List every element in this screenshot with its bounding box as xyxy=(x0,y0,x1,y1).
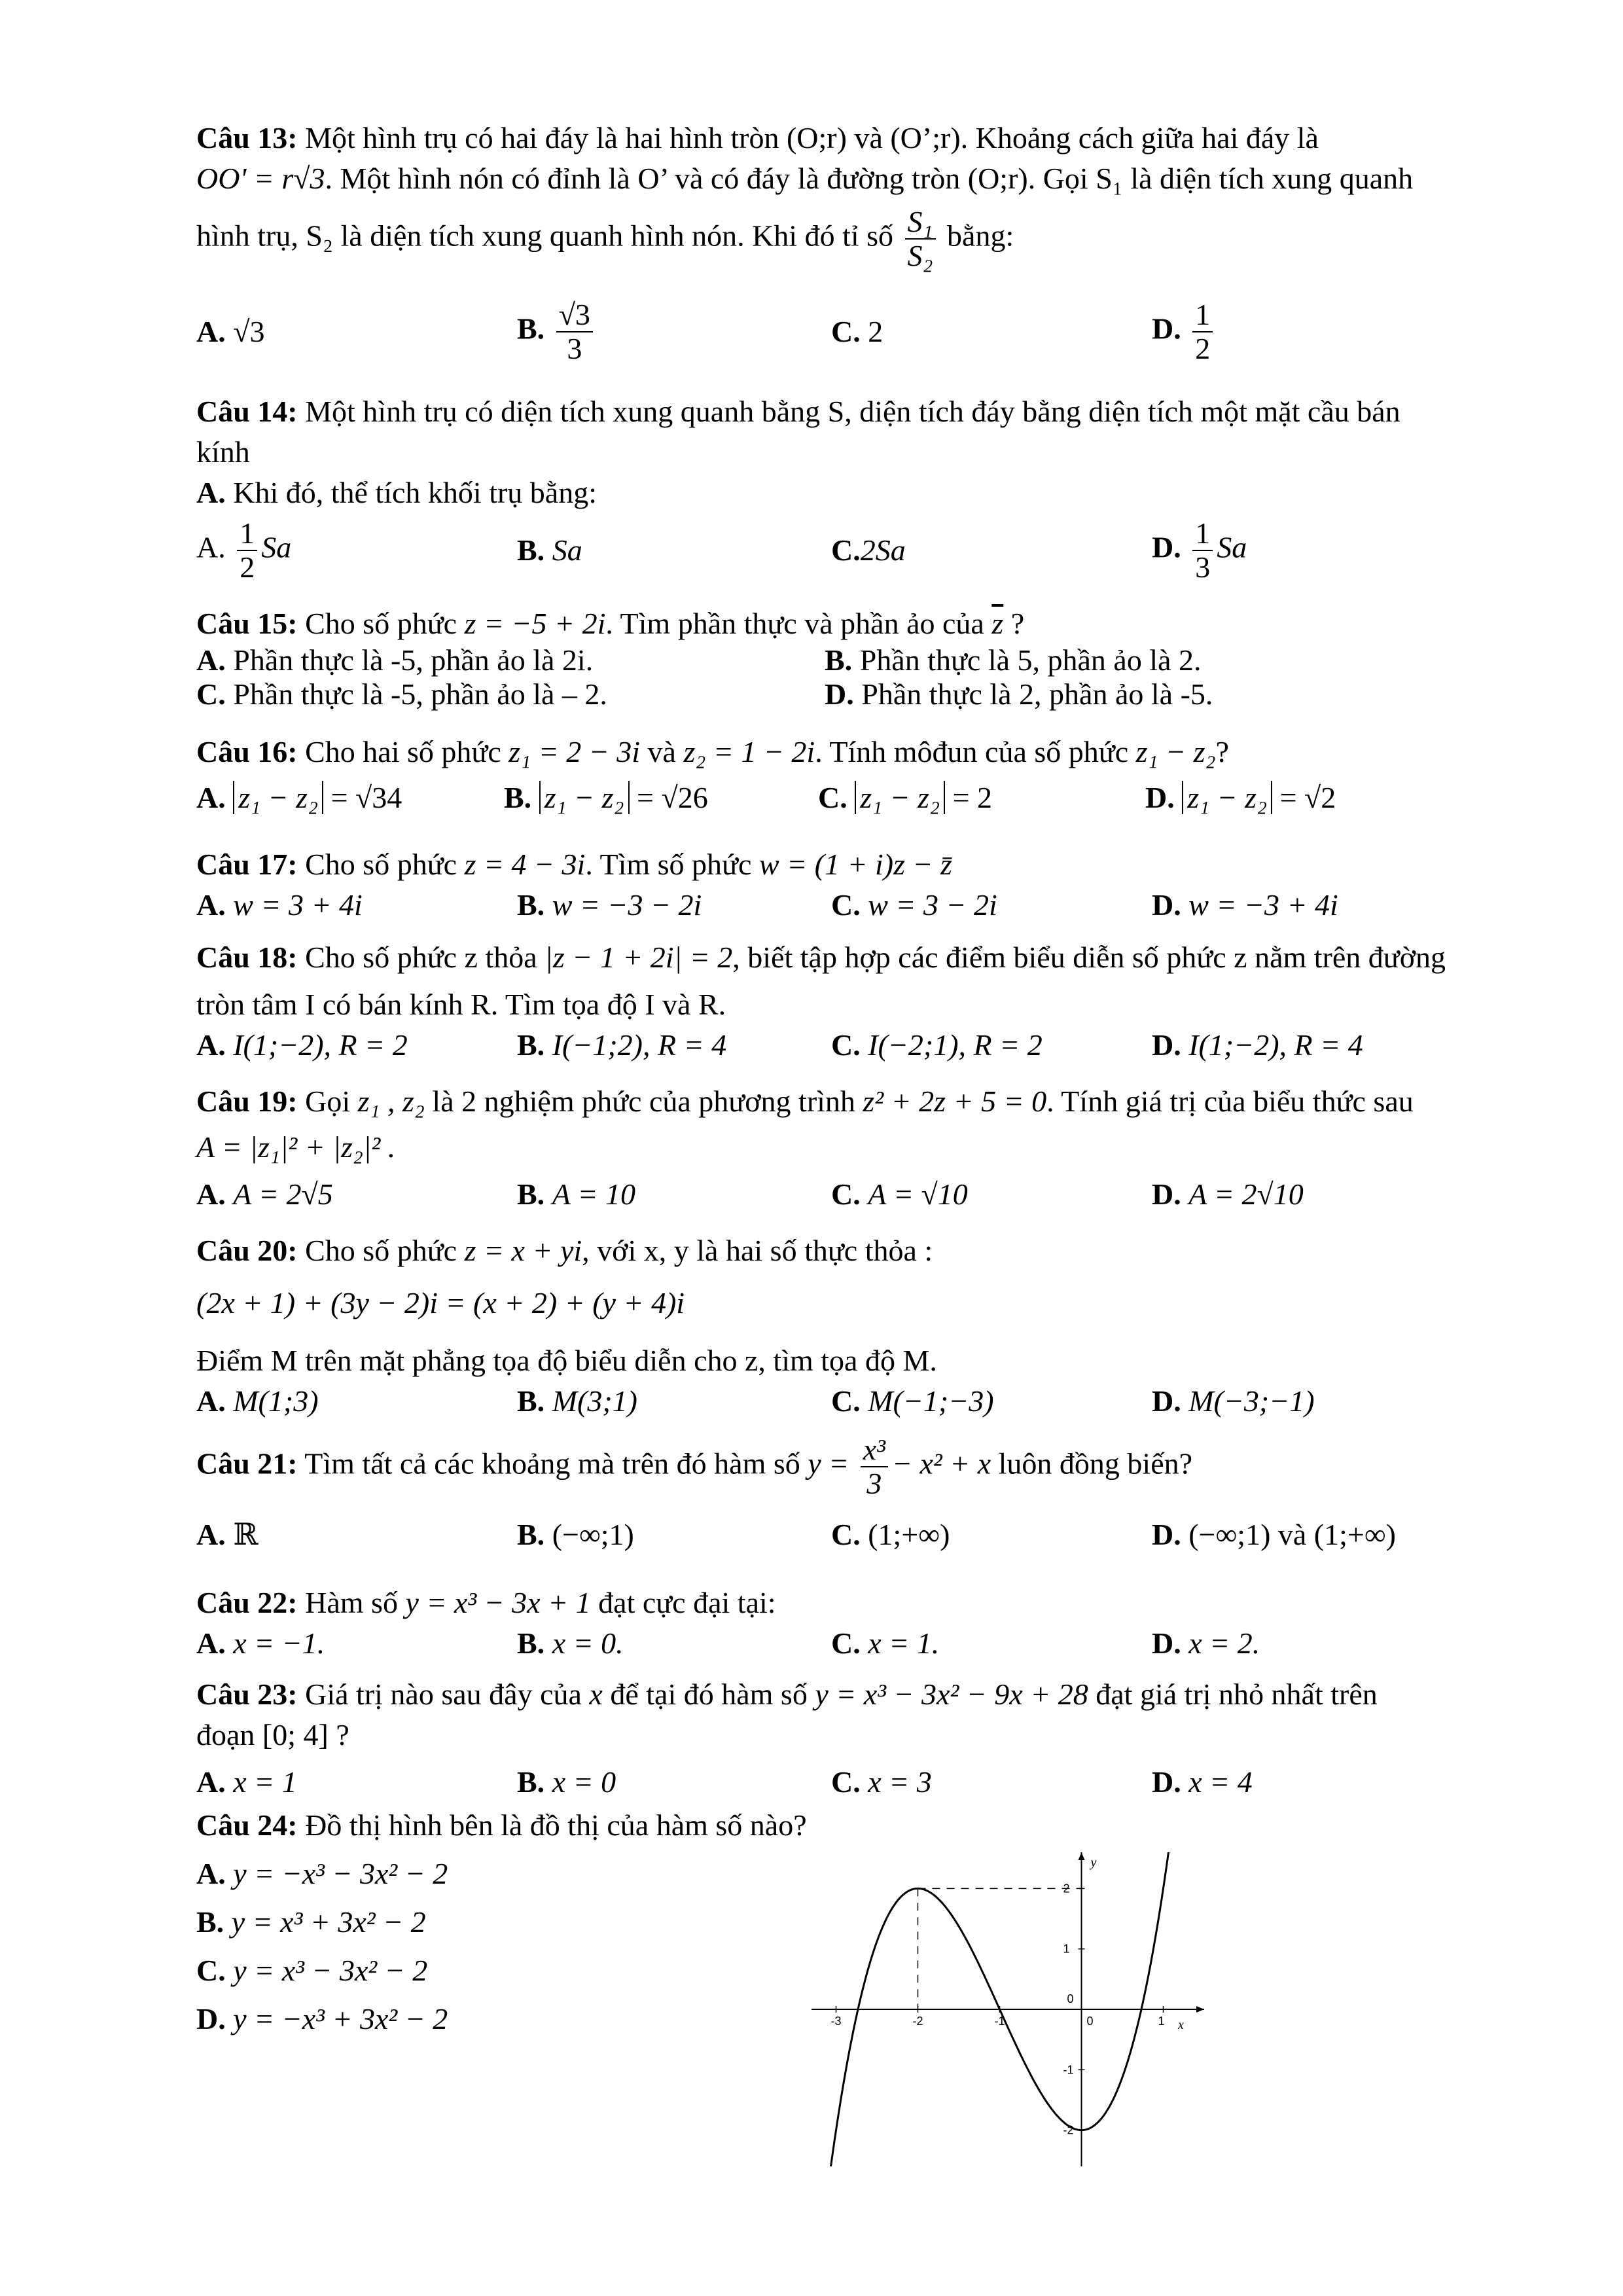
option-d[interactable] xyxy=(1152,1381,1315,1422)
y-tick-label: -1 xyxy=(1063,2063,1074,2077)
option-value: Sa xyxy=(261,530,292,564)
question-15 xyxy=(196,605,1499,710)
function-prefix: y = xyxy=(808,1446,849,1480)
question-15-text-2: . Tìm phần thực và phần ảo của xyxy=(605,607,984,640)
option-numerator: √3 xyxy=(556,298,593,332)
option-label: A. xyxy=(196,1518,226,1551)
z-expression: z = 4 − 3i xyxy=(464,848,586,881)
option-value: √2 xyxy=(1304,781,1336,814)
question-22-text-2: đạt cực đại tại: xyxy=(598,1586,776,1619)
question-14-stem xyxy=(196,391,1499,432)
option-value: x = 0 xyxy=(552,1765,616,1799)
question-23-label: Câu 23: xyxy=(196,1677,298,1711)
question-20-text-2: , với x, y là hai số thực thỏa : xyxy=(582,1234,933,1267)
ratio-denominator: S₂ xyxy=(907,239,933,272)
question-21 xyxy=(196,1433,1499,1558)
option-value: √3 xyxy=(233,315,265,348)
question-18-stem xyxy=(196,937,1499,978)
question-15-text-3: ? xyxy=(1010,607,1025,640)
question-14-text: Một hình trụ có diện tích xung quanh bằng S, diện tích đáy bằng diện tích một mặt cầu bán xyxy=(305,395,1400,428)
question-19-label: Câu 19: xyxy=(196,1085,298,1118)
question-18 xyxy=(196,937,1499,1068)
option-label: C. xyxy=(196,677,226,711)
option-value: I(−2;1), R = 2 xyxy=(868,1028,1043,1062)
x-tick-label: 0 xyxy=(1086,2015,1094,2028)
y-tick-label: 0 xyxy=(1067,1992,1074,2005)
option-c[interactable] xyxy=(831,1381,994,1422)
option-label: D. xyxy=(1152,312,1181,346)
option-label: C. xyxy=(831,533,861,567)
question-23-stem xyxy=(196,1674,1499,1715)
option-value: x = −1. xyxy=(233,1626,325,1660)
function-expression: y = x³ − 3x² − 9x + 28 xyxy=(815,1677,1088,1711)
option-label: D. xyxy=(1152,1765,1181,1799)
question-20-text: Cho số phức xyxy=(305,1234,457,1267)
option-label: D. xyxy=(1152,1626,1181,1660)
option-denominator: 3 xyxy=(1195,550,1211,584)
option-value: √26 xyxy=(661,781,708,814)
question-23-text-2: để tại đó hàm số xyxy=(610,1677,808,1711)
option-c[interactable] xyxy=(831,530,906,571)
question-16-text: Cho hai số phức xyxy=(305,735,501,768)
option-value: M(−1;−3) xyxy=(868,1384,994,1418)
option-value: (−∞;1) và (1;+∞) xyxy=(1188,1518,1396,1551)
option-label: C. xyxy=(831,888,861,922)
question-15-text: Cho số phức xyxy=(305,607,457,640)
question-21-text: Tìm tất cả các khoảng mà trên đó hàm số xyxy=(304,1446,800,1480)
question-13-stem-2 xyxy=(196,158,1499,199)
option-b[interactable] xyxy=(517,1025,726,1066)
question-18-text-2: , biết tập hợp các điểm biểu diễn số phức z nằm trên đường xyxy=(732,941,1446,974)
question-23-text-4: đoạn [0; 4] ? xyxy=(196,1718,349,1751)
function-fraction xyxy=(861,1433,888,1500)
option-c[interactable]: C. z₁ − z₂ = 2 xyxy=(818,781,993,814)
question-14-stem-3 xyxy=(196,473,1499,513)
option-a[interactable] xyxy=(196,1381,319,1422)
option-label: C. xyxy=(831,315,861,348)
y-axis-label: y xyxy=(1090,1856,1097,1870)
question-14-options xyxy=(196,517,1499,589)
option-c[interactable] xyxy=(196,1946,851,1995)
option-value: A = √10 xyxy=(868,1177,968,1211)
option-b[interactable] xyxy=(517,1381,637,1422)
y-tick-label: -2 xyxy=(1063,2123,1074,2137)
option-d[interactable]: D. z₁ − z₂ = √2 xyxy=(1145,781,1336,814)
option-value: x = 2. xyxy=(1188,1626,1260,1660)
option-numerator: 1 xyxy=(237,517,257,551)
question-19-options xyxy=(196,1174,1499,1217)
option-value: 2 xyxy=(977,781,993,814)
z1-expression: z₁ = 2 − 3i xyxy=(508,735,641,768)
ratio-fraction xyxy=(905,206,936,272)
question-14-text-3: Khi đó, thể tích khối trụ bằng: xyxy=(233,476,597,509)
option-value: x = 4 xyxy=(1188,1765,1253,1799)
modulus-expression: z₁ − z₂ xyxy=(233,781,323,814)
option-d[interactable] xyxy=(1152,298,1217,365)
option-value: M(3;1) xyxy=(552,1384,637,1418)
option-d[interactable] xyxy=(1152,1623,1260,1664)
option-b[interactable] xyxy=(517,1623,624,1664)
question-21-text-2: luôn đồng biến? xyxy=(998,1446,1193,1480)
option-b[interactable] xyxy=(517,1762,616,1803)
function-denominator: 3 xyxy=(866,1467,882,1500)
question-17 xyxy=(196,844,1499,928)
option-label: B. xyxy=(517,1384,545,1418)
function-suffix: − x² + x xyxy=(891,1446,991,1480)
option-value: M(1;3) xyxy=(233,1384,319,1418)
option-value: w = −3 − 2i xyxy=(552,888,702,922)
option-label: C. xyxy=(831,1384,861,1418)
option-label: A. xyxy=(196,530,226,564)
option-value: y = −x³ − 3x² − 2 xyxy=(233,1857,448,1890)
option-label: B. xyxy=(517,1626,545,1660)
question-13-text-3: hình trụ, S₂ là diện tích xung quanh hình nón. Khi đó tỉ số xyxy=(196,219,894,253)
question-19-stem xyxy=(196,1081,1499,1122)
option-c[interactable] xyxy=(831,312,883,352)
option-c[interactable] xyxy=(831,1174,968,1215)
w-expression: w = (1 + i)z − z̄ xyxy=(758,848,952,881)
question-16-stem xyxy=(196,732,1499,772)
option-label: B. xyxy=(196,1905,224,1939)
option-label: A. xyxy=(196,643,226,677)
option-a[interactable]: A. z₁ − z₂ = √34 xyxy=(196,781,402,814)
modulus-expression: z₁ − z₂ xyxy=(539,781,630,814)
option-label: D. xyxy=(1152,1384,1181,1418)
question-16-text-2: . Tính môđun của số phức xyxy=(815,735,1129,768)
question-14-label: Câu 14: xyxy=(196,395,298,428)
difference-expression: z₁ − z₂ xyxy=(1135,735,1216,768)
question-24-label: Câu 24: xyxy=(196,1808,298,1842)
question-20 xyxy=(196,1230,1499,1424)
roots-expression: z₁ , z₂ xyxy=(357,1085,425,1118)
option-value: M(−3;−1) xyxy=(1188,1384,1315,1418)
option-label: D. xyxy=(1152,1177,1181,1211)
option-denominator: 3 xyxy=(567,332,582,365)
question-16-label: Câu 16: xyxy=(196,735,298,768)
question-24-text: Đồ thị hình bên là đồ thị của hàm số nào? xyxy=(305,1808,807,1842)
option-label: B. xyxy=(504,781,532,814)
option-denominator: 2 xyxy=(240,550,255,584)
option-b[interactable] xyxy=(196,1898,851,1946)
function-numerator: x³ xyxy=(861,1433,888,1467)
option-label: C. xyxy=(831,1177,861,1211)
ratio-numerator: S₁ xyxy=(905,206,936,240)
question-13 xyxy=(196,118,1499,364)
question-15-options-row-2 xyxy=(196,676,1499,710)
option-label: D. xyxy=(1152,1518,1181,1551)
question-23-text-3: đạt giá trị nhỏ nhất trên xyxy=(1096,1677,1378,1711)
question-21-stem xyxy=(196,1433,1499,1500)
question-17-label: Câu 17: xyxy=(196,848,298,881)
question-23 xyxy=(196,1674,1499,1805)
option-label: D. xyxy=(196,2002,226,2036)
option-c[interactable] xyxy=(831,1515,950,1555)
oo-expression: OO' = r√3 xyxy=(196,162,325,195)
option-a[interactable] xyxy=(196,885,363,925)
conjugate-z: $\overline{z}$ xyxy=(991,607,1004,640)
question-17-options xyxy=(196,885,1499,928)
question-14-a-label: A. xyxy=(196,476,226,509)
question-18-options xyxy=(196,1025,1499,1068)
question-20-text-3: Điểm M trên mặt phẳng tọa độ biểu diễn cho z, tìm tọa độ M. xyxy=(196,1344,937,1377)
option-c[interactable] xyxy=(831,1025,1043,1066)
option-value: A = 2√5 xyxy=(233,1177,333,1211)
option-fraction xyxy=(1192,517,1213,584)
option-b[interactable] xyxy=(517,530,582,571)
option-label: B. xyxy=(517,1518,545,1551)
question-23-options xyxy=(196,1762,1499,1805)
option-c[interactable] xyxy=(196,676,607,713)
option-value: 2 xyxy=(868,315,883,348)
z2-expression: z₂ = 1 − 2i xyxy=(683,735,815,768)
equation-expression: (2x + 1) + (3y − 2)i = (x + 2) + (y + 4)i xyxy=(196,1286,685,1319)
option-a[interactable] xyxy=(196,1850,851,1898)
option-label: D. xyxy=(1152,530,1181,564)
option-label: C. xyxy=(831,1518,861,1551)
function-expression: y = x³ − 3x + 1 xyxy=(405,1586,591,1619)
question-13-text-2: . Một hình nón có đỉnh là O’ và có đáy là đường tròn (O;r). Gọi S₁ là diện tích xung quanh xyxy=(325,162,1414,195)
option-d[interactable] xyxy=(825,676,1213,713)
option-numerator: 1 xyxy=(1192,298,1213,332)
option-value: ℝ xyxy=(233,1518,259,1551)
option-a[interactable] xyxy=(196,1174,333,1215)
option-a[interactable] xyxy=(196,1515,258,1555)
question-17-text-2: . Tìm số phức xyxy=(585,848,752,881)
option-label: A. xyxy=(196,888,226,922)
question-17-text: Cho số phức xyxy=(305,848,457,881)
option-d[interactable] xyxy=(1152,1515,1396,1555)
option-a[interactable] xyxy=(196,517,291,584)
question-20-options xyxy=(196,1381,1499,1424)
option-c[interactable] xyxy=(831,1623,939,1664)
option-label: A. xyxy=(196,1177,226,1211)
modulus-expression: z₁ − z₂ xyxy=(855,781,945,814)
question-13-text: Một hình trụ có hai đáy là hai hình tròn (O;r) và (O’;r). Khoảng cách giữa hai đáy là xyxy=(305,121,1319,154)
option-a[interactable] xyxy=(196,1025,408,1066)
option-value: Phần thực là 5, phần ảo là 2. xyxy=(859,643,1202,677)
option-value: Phần thực là -5, phần ảo là 2i. xyxy=(233,643,594,677)
y-tick-label: 1 xyxy=(1063,1942,1070,1956)
question-15-options-row-1 xyxy=(196,642,1499,676)
option-label: B. xyxy=(517,533,545,567)
option-d[interactable] xyxy=(196,1995,851,2043)
x-tick-label: -3 xyxy=(830,2015,842,2028)
option-label: A. xyxy=(196,1384,226,1418)
question-20-stem xyxy=(196,1230,1499,1271)
question-16 xyxy=(196,732,1499,821)
option-label: A. xyxy=(196,1765,226,1799)
option-value: x = 0. xyxy=(552,1626,624,1660)
option-label: A. xyxy=(196,781,226,814)
question-19-text-3: . Tính giá trị của biểu thức sau xyxy=(1046,1085,1414,1118)
x-axis-arrow xyxy=(1196,2006,1204,2013)
option-value: x = 3 xyxy=(868,1765,932,1799)
question-18-text: Cho số phức z thỏa xyxy=(305,941,537,974)
question-22-stem xyxy=(196,1583,1499,1623)
question-13-options xyxy=(196,298,1499,364)
function-graph xyxy=(812,1852,1204,2166)
option-label: C. xyxy=(196,1954,226,1987)
option-fraction xyxy=(556,298,593,365)
x-axis-label: x xyxy=(1178,2018,1184,2032)
question-13-label: Câu 13: xyxy=(196,121,298,154)
question-18-label: Câu 18: xyxy=(196,941,298,974)
option-label: D. xyxy=(825,677,854,711)
question-22-label: Câu 22: xyxy=(196,1586,298,1619)
option-label: D. xyxy=(1152,1028,1181,1062)
option-value: x = 1. xyxy=(868,1626,940,1660)
equation-expression: z² + 2z + 5 = 0 xyxy=(863,1085,1047,1118)
option-numerator: 1 xyxy=(1192,517,1213,551)
option-label: C. xyxy=(831,1626,861,1660)
question-13-stem-3 xyxy=(196,206,1499,272)
option-fraction xyxy=(1192,298,1213,365)
option-value: y = x³ − 3x² − 2 xyxy=(233,1954,428,1987)
option-denominator: 2 xyxy=(1195,332,1211,365)
option-value: I(−1;2), R = 4 xyxy=(552,1028,727,1062)
option-label: A. xyxy=(196,1857,226,1890)
option-value: Phần thực là 2, phần ảo là -5. xyxy=(861,677,1213,711)
question-20-label: Câu 20: xyxy=(196,1234,298,1267)
question-16-options xyxy=(196,778,1499,821)
option-c[interactable] xyxy=(831,885,997,925)
option-b[interactable] xyxy=(517,885,702,925)
question-15-stem xyxy=(196,605,1499,642)
option-label: C. xyxy=(818,781,847,814)
question-13-text-4: bằng: xyxy=(947,219,1014,253)
option-value: w = −3 + 4i xyxy=(1188,888,1338,922)
question-21-label: Câu 21: xyxy=(196,1446,298,1480)
option-label: B. xyxy=(517,312,545,346)
option-b[interactable] xyxy=(517,1174,635,1215)
question-22 xyxy=(196,1583,1499,1666)
option-d[interactable] xyxy=(1152,1174,1304,1215)
question-16-and: và xyxy=(647,735,676,768)
option-label: C. xyxy=(831,1765,861,1799)
option-value: I(1;−2), R = 2 xyxy=(233,1028,408,1062)
option-b[interactable] xyxy=(517,1515,634,1555)
option-value: Sa xyxy=(1217,530,1247,564)
option-label: B. xyxy=(517,1177,545,1211)
option-value: Phần thực là -5, phần ảo là – 2. xyxy=(233,677,607,711)
option-label: D. xyxy=(1145,781,1175,814)
x-tick-label: -1 xyxy=(994,2015,1005,2028)
question-14 xyxy=(196,391,1499,589)
x-tick-label: 1 xyxy=(1158,2015,1165,2028)
option-value: w = 3 − 2i xyxy=(868,888,997,922)
question-18-text-3: tròn tâm I có bán kính R. Tìm tọa độ I và R. xyxy=(196,988,726,1021)
option-label: B. xyxy=(517,1028,545,1062)
a-expression: A = |z₁|² + |z₂|² . xyxy=(196,1130,396,1164)
option-d[interactable] xyxy=(1152,885,1338,925)
option-value: x = 1 xyxy=(233,1765,297,1799)
question-24 xyxy=(196,1801,851,2043)
option-b[interactable]: B. z₁ − z₂ = √26 xyxy=(504,781,708,814)
z-expression: z = −5 + 2i xyxy=(464,607,606,640)
question-24-stem xyxy=(196,1801,851,1850)
question-16-text-3: ? xyxy=(1215,735,1229,768)
option-value: √34 xyxy=(355,781,402,814)
question-22-options xyxy=(196,1623,1499,1666)
question-22-text: Hàm số xyxy=(305,1586,398,1619)
condition-expression: |z − 1 + 2i| = 2 xyxy=(544,941,733,974)
option-label: D. xyxy=(1152,888,1181,922)
question-19-text: Gọi xyxy=(305,1085,351,1118)
option-value: y = −x³ + 3x² − 2 xyxy=(233,2002,448,2036)
option-d[interactable] xyxy=(1152,1025,1363,1066)
option-a[interactable] xyxy=(196,1762,297,1803)
option-label: A. xyxy=(196,315,226,348)
option-d[interactable] xyxy=(1152,517,1247,584)
question-23-text: Giá trị nào sau đây của xyxy=(305,1677,582,1711)
question-14-text-2: kính xyxy=(196,435,250,469)
z-expression: z = x + yi xyxy=(464,1234,582,1267)
question-17-stem xyxy=(196,844,1499,885)
question-21-options xyxy=(196,1515,1499,1558)
option-d[interactable] xyxy=(1152,1762,1253,1803)
option-a[interactable] xyxy=(196,1623,325,1664)
question-13-stem xyxy=(196,118,1499,158)
question-19 xyxy=(196,1081,1499,1217)
option-label: B. xyxy=(517,1765,545,1799)
y-tick-label: 2 xyxy=(1063,1882,1070,1895)
option-label: A. xyxy=(196,1626,226,1660)
x-tick-label: -2 xyxy=(912,2015,923,2028)
option-value: A = 2√10 xyxy=(1188,1177,1304,1211)
option-c[interactable] xyxy=(831,1762,932,1803)
option-value: A = 10 xyxy=(552,1177,635,1211)
option-value: I(1;−2), R = 4 xyxy=(1188,1028,1363,1062)
option-fraction xyxy=(237,517,257,584)
option-value: 2Sa xyxy=(860,533,906,567)
modulus-expression: z₁ − z₂ xyxy=(1182,781,1272,814)
y-axis-arrow xyxy=(1079,1852,1085,1860)
option-value: (1;+∞) xyxy=(868,1518,950,1551)
option-b[interactable] xyxy=(517,298,597,365)
option-label: B. xyxy=(517,888,545,922)
option-a[interactable] xyxy=(196,312,264,352)
variable-x: x xyxy=(589,1677,603,1711)
question-19-text-2: là 2 nghiệm phức của phương trình xyxy=(432,1085,855,1118)
option-value: y = x³ + 3x² − 2 xyxy=(231,1905,426,1939)
question-15-label: Câu 15: xyxy=(196,607,298,640)
option-b[interactable] xyxy=(825,642,1202,679)
option-value: w = 3 + 4i xyxy=(233,888,363,922)
option-label: B. xyxy=(825,643,853,677)
option-value: Sa xyxy=(552,533,582,567)
option-value: (−∞;1) xyxy=(552,1518,634,1551)
option-label: A. xyxy=(196,1028,226,1062)
option-a[interactable] xyxy=(196,642,593,679)
option-label: C. xyxy=(831,1028,861,1062)
